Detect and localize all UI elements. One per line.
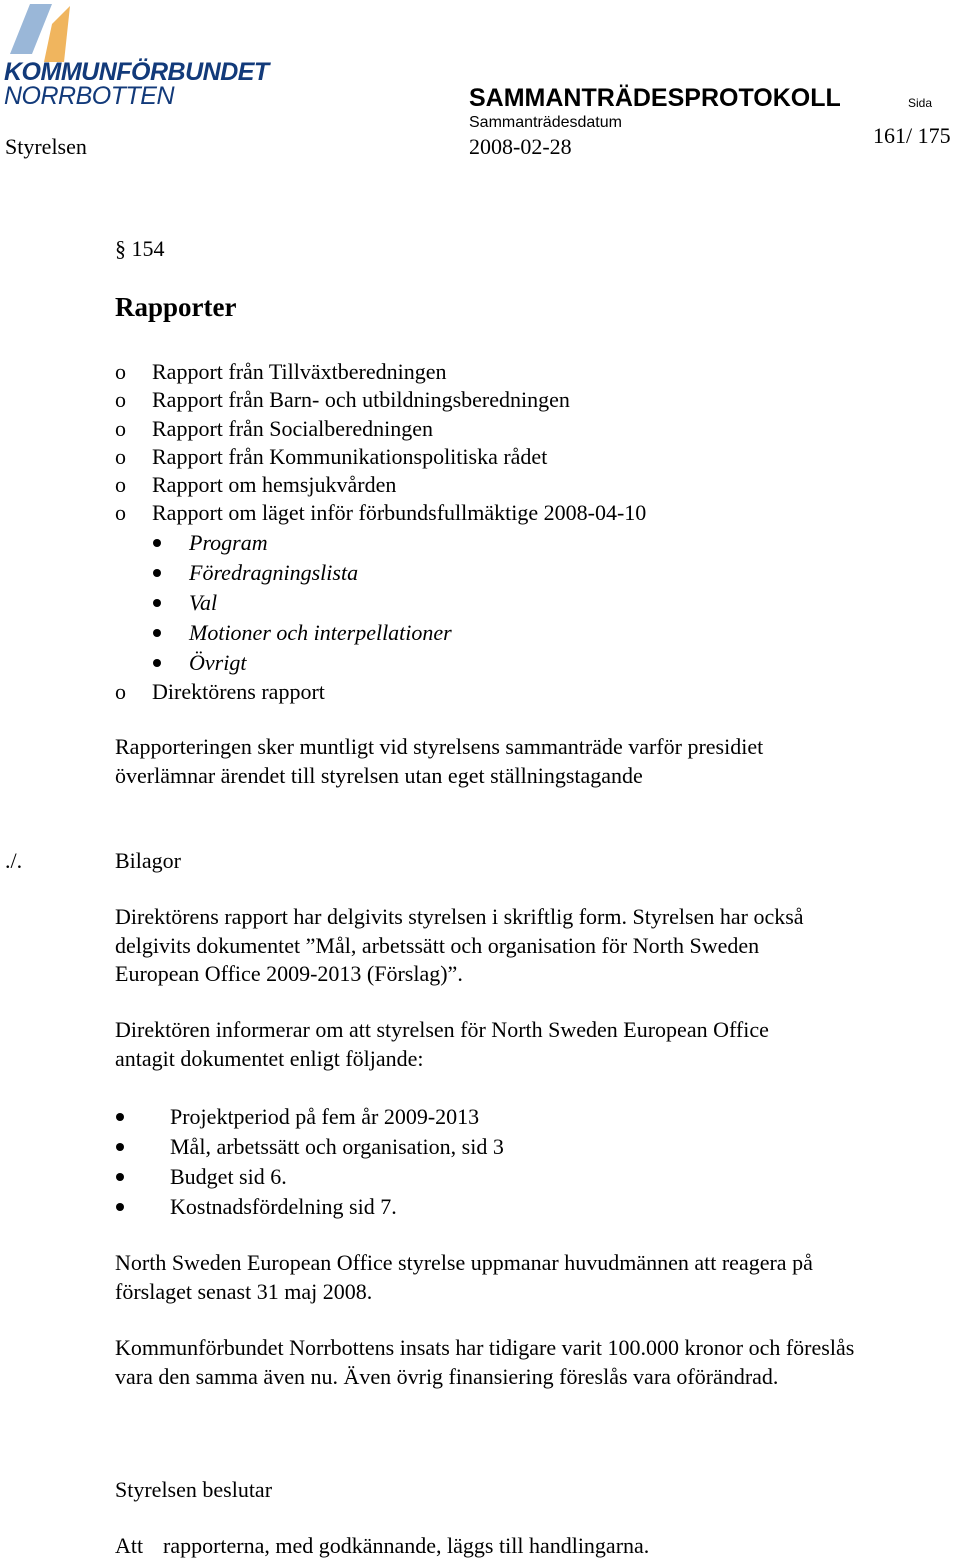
list-item: Direktörens rapport (152, 679, 325, 704)
date-label: Sammanträdesdatum (469, 114, 622, 131)
bullet-icon (116, 1203, 124, 1211)
list-marker: o (115, 500, 126, 525)
page-label: Sida (908, 96, 933, 110)
sub-item: Program (189, 530, 268, 555)
sub-item: Motioner och interpellationer (189, 620, 452, 645)
list-item: Rapport från Tillväxtberedningen (152, 359, 447, 384)
bullet-icon (153, 629, 161, 637)
list-item: Rapport från Socialberedningen (152, 416, 434, 441)
paragraph-deadline: North Sweden European Office styrelse uppmanar huvudmännen att reagera på förslaget senast 31 maj 2008. (115, 1250, 813, 1304)
document-title: SAMMANTRÄDESPROTOKOLL (469, 84, 841, 112)
list-marker: o (115, 387, 126, 412)
meeting-date: 2008-02-28 (469, 134, 572, 159)
logo-text-line2: NORRBOTTEN (4, 82, 174, 110)
logo-text-line1: KOMMUNFÖRBUNDET (4, 58, 269, 86)
bullet-icon (153, 569, 161, 577)
decision-text: rapporterna, med godkännande, läggs till handlingarna. (163, 1533, 650, 1558)
list-marker: o (115, 679, 126, 704)
sub-item: Föredragningslista (189, 560, 359, 585)
paragraph-number: § 154 (115, 236, 165, 261)
logo-stripe-orange (44, 6, 70, 62)
bullet-icon (116, 1113, 124, 1121)
paragraph-funding: Kommunförbundet Norrbottens insats har tidigare varit 100.000 kronor och föreslås vara den samma även nu. Även övrig finansiering föreslås vara oförändrad. (115, 1335, 855, 1389)
list-item: Rapport från Barn- och utbildningsberedningen (152, 387, 570, 412)
bullet-icon (116, 1143, 124, 1151)
decision-heading: Styrelsen beslutar (115, 1477, 273, 1502)
list-marker: o (115, 472, 126, 497)
list-marker: o (115, 359, 126, 384)
intro-paragraph: Rapporteringen sker muntligt vid styrelsens sammanträde varför presidiet överlämnar ärendet till styrelsen utan eget ställningstagande (115, 734, 764, 788)
section-title: Rapporter (115, 292, 237, 322)
organization-name: Styrelsen (5, 134, 87, 159)
bullet-item: Projektperiod på fem år 2009-2013 (170, 1104, 480, 1129)
attachment-marker: ./. (5, 848, 23, 873)
bullet-icon (116, 1173, 124, 1181)
sub-item: Övrigt (189, 650, 247, 675)
list-item: Rapport om läget inför förbundsfullmäktige 2008-04-10 (152, 500, 647, 525)
list-item: Rapport om hemsjukvården (152, 472, 397, 497)
bullet-icon (153, 659, 161, 667)
paragraph-report: Direktörens rapport har delgivits styrelsen i skriftlig form. Styrelsen har också delgivits dokumentet ”Mål, arbetssätt och organisation för North Sweden European Office 2009-2013 (Förslag)”. (115, 904, 804, 986)
bullet-item: Mål, arbetssätt och organisation, sid 3 (170, 1134, 504, 1159)
logo-stripe-blue (10, 4, 52, 54)
bullet-icon (153, 599, 161, 607)
list-item: Rapport från Kommunikationspolitiska rådet (152, 444, 548, 469)
list-marker: o (115, 444, 126, 469)
paragraph-decision-info: Direktören informerar om att styrelsen för North Sweden European Office antagit dokumentet enligt följande: (115, 1017, 769, 1071)
bullet-item: Kostnadsfördelning sid 7. (170, 1194, 397, 1219)
page-number: 161/ 175 (873, 123, 951, 148)
attachment-heading: Bilagor (115, 848, 181, 873)
sub-item: Val (189, 590, 218, 615)
list-marker: o (115, 416, 126, 441)
bullet-item: Budget sid 6. (170, 1164, 287, 1189)
decision-prefix: Att (115, 1533, 144, 1558)
bullet-icon (153, 539, 161, 547)
